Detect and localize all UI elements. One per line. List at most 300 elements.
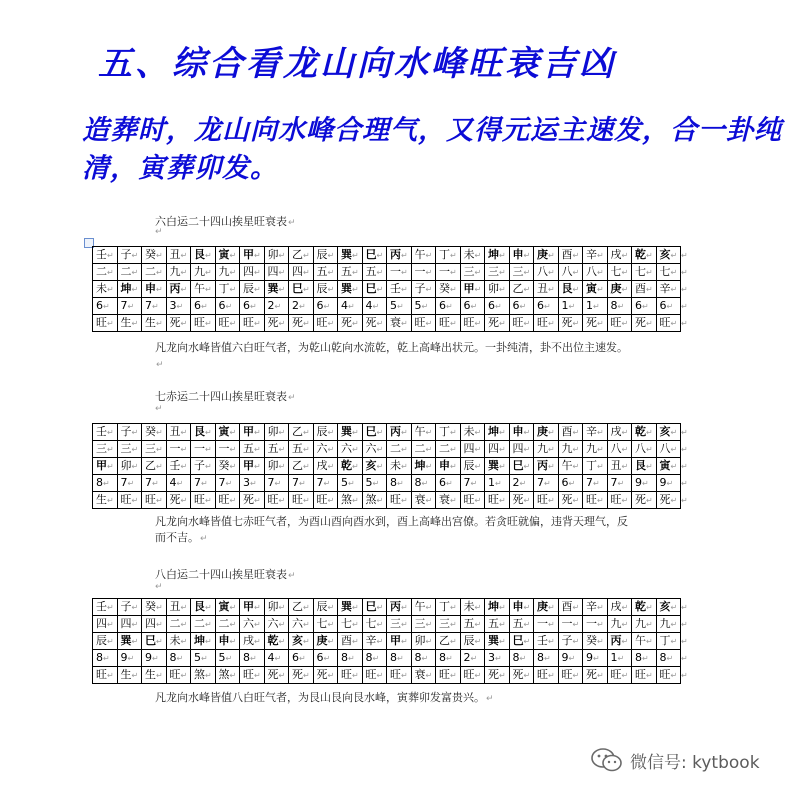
table-row: [93, 424, 690, 441]
table-cell: 申↵: [509, 599, 534, 616]
table-cell: 五↵: [460, 616, 485, 633]
table-cell: 子↵: [558, 633, 583, 650]
table-cell: 辛↵: [362, 633, 387, 650]
table-cell: 巽↵: [338, 281, 363, 298]
table-cell: 癸↵: [142, 247, 167, 264]
table-cell: 寅↵: [583, 281, 608, 298]
table-cell: 甲↵: [240, 247, 265, 264]
table-cell: 5↵: [362, 475, 387, 492]
table-cell: 一↵: [436, 264, 461, 281]
table-cell: 衰↵: [387, 315, 412, 332]
row-end-mark: ↵: [681, 462, 688, 471]
table-caption-1: 六白运二十四山挨星旺衰表↵: [155, 215, 296, 228]
table-cell: 8↵: [166, 650, 191, 667]
table-cell: 四↵: [93, 616, 118, 633]
row-end-mark: ↵: [681, 445, 688, 454]
table-cell: 4↵: [362, 298, 387, 315]
table-cell: 五↵: [313, 264, 338, 281]
table-cell: 6↵: [436, 475, 461, 492]
table-cell: 旺↵: [607, 667, 632, 684]
table-cell: 5↵: [191, 650, 216, 667]
table-cell: 乙↵: [509, 281, 534, 298]
table-cell: 死↵: [583, 667, 608, 684]
table-cell: 庚↵: [607, 281, 632, 298]
table-cell: 旺↵: [656, 315, 681, 332]
row-end-mark: ↵: [681, 654, 688, 663]
table-cell: 6↵: [632, 298, 657, 315]
row-end-mark: ↵: [681, 428, 688, 437]
table-cell: 6↵: [289, 650, 314, 667]
table-cell: 旺↵: [215, 492, 240, 509]
table-cell: 丙↵: [387, 599, 412, 616]
table-cell: 旺↵: [460, 492, 485, 509]
table-cell: 一↵: [411, 264, 436, 281]
table-cell: 9↵: [583, 650, 608, 667]
table-cell: 三↵: [485, 264, 510, 281]
table-cell: 死↵: [485, 315, 510, 332]
table-cell: 死↵: [338, 315, 363, 332]
table-cell: 戌↵: [607, 599, 632, 616]
table-cell: 7↵: [460, 475, 485, 492]
table-cell: 卯↵: [264, 424, 289, 441]
table-cell: 丙↵: [387, 247, 412, 264]
table-cell: 戌↵: [313, 458, 338, 475]
table-cell: 甲↵: [240, 599, 265, 616]
table-row: [93, 441, 690, 458]
table-cell: 8↵: [362, 650, 387, 667]
table-cell: 乾↵: [632, 424, 657, 441]
table-cell: 艮↵: [191, 424, 216, 441]
table-row: [93, 458, 690, 475]
table-row: [93, 650, 690, 667]
table-cell: 九↵: [607, 616, 632, 633]
table-cell: 衰↵: [411, 667, 436, 684]
table-cell: 五↵: [289, 441, 314, 458]
table-cell: 二↵: [93, 264, 118, 281]
table-cell: 丑↵: [607, 458, 632, 475]
table-cell: 旺↵: [93, 315, 118, 332]
table-cell: 旺↵: [509, 315, 534, 332]
table-cell: 旺↵: [485, 492, 510, 509]
table-cell: 7↵: [289, 475, 314, 492]
table-cell: 七↵: [313, 616, 338, 633]
table-cell: 三↵: [460, 264, 485, 281]
table-cell: 1↵: [607, 650, 632, 667]
table-cell: 五↵: [264, 441, 289, 458]
table-cell: 巳↵: [142, 633, 167, 650]
table-cell: 辰↵: [313, 424, 338, 441]
table-cell: 一↵: [166, 441, 191, 458]
table-cell: 坤↵: [485, 599, 510, 616]
table-cell: 四↵: [240, 264, 265, 281]
table-cell: 八↵: [534, 264, 559, 281]
table-cell: 巳↵: [362, 599, 387, 616]
table-cell: 艮↵: [191, 247, 216, 264]
table-cell: 巳↵: [289, 281, 314, 298]
table-cell: 辰↵: [313, 281, 338, 298]
table-cell: 3↵: [240, 475, 265, 492]
table-cell: 九↵: [534, 441, 559, 458]
table-cell: 五↵: [240, 441, 265, 458]
table-cell: 7↵: [534, 475, 559, 492]
table-cell: 六↵: [313, 441, 338, 458]
table-cell: 甲↵: [460, 281, 485, 298]
table-cell: 旺↵: [215, 315, 240, 332]
table-cell: 三↵: [117, 441, 142, 458]
table-cell: 旺↵: [264, 492, 289, 509]
table-cell: 丑↵: [166, 247, 191, 264]
table-cell: 艮↵: [632, 458, 657, 475]
table-cell: 巳↵: [362, 424, 387, 441]
table-cell: 煞↵: [215, 667, 240, 684]
table-cell: 申↵: [509, 247, 534, 264]
row-end-mark: ↵: [681, 302, 688, 311]
table-cell: 未↵: [166, 633, 191, 650]
table-cell: 丑↵: [166, 424, 191, 441]
table-cell: 死↵: [313, 667, 338, 684]
table-cell: 六↵: [264, 616, 289, 633]
table-cell: 戌↵: [607, 247, 632, 264]
table-cell: 旺↵: [166, 667, 191, 684]
table-cell: 丙↵: [534, 458, 559, 475]
star-table-7: [92, 423, 690, 509]
table-cell: 卯↵: [264, 247, 289, 264]
table-cell: 庚↵: [313, 633, 338, 650]
table-cell: 卯↵: [264, 458, 289, 475]
table-cell: 衰↵: [411, 492, 436, 509]
table-cell: 死↵: [166, 492, 191, 509]
table-cell: 乙↵: [289, 424, 314, 441]
table-cell: 7↵: [142, 475, 167, 492]
table-cell: 八↵: [632, 441, 657, 458]
table-cell: 死↵: [509, 667, 534, 684]
table-cell: 6↵: [460, 298, 485, 315]
table-cell: 庚↵: [534, 247, 559, 264]
table-cell: 申↵: [142, 281, 167, 298]
table-cell: 三↵: [411, 616, 436, 633]
table-cell: 六↵: [240, 616, 265, 633]
table-row: [93, 247, 690, 264]
table-cell: 酉↵: [558, 247, 583, 264]
table-cell: 6↵: [240, 298, 265, 315]
table-cell: 午↵: [411, 247, 436, 264]
table-cell: 四↵: [264, 264, 289, 281]
table-row: [93, 616, 690, 633]
table-cell: 生↵: [93, 492, 118, 509]
table-cell: 庚↵: [534, 424, 559, 441]
table-cell: 煞↵: [338, 492, 363, 509]
table-cell: 九↵: [191, 264, 216, 281]
table-cell: 壬↵: [166, 458, 191, 475]
table-cell: 甲↵: [240, 424, 265, 441]
table-cell: 死↵: [558, 492, 583, 509]
table-cell: 8↵: [387, 475, 412, 492]
table-cell: 辛↵: [583, 599, 608, 616]
table-cell: 9↵: [142, 650, 167, 667]
star-table-6: [92, 246, 690, 332]
table-cell: 生↵: [117, 315, 142, 332]
table-cell: 二↵: [142, 264, 167, 281]
table-cell: 申↵: [509, 424, 534, 441]
table-cell: 丙↵: [387, 424, 412, 441]
table-cell: 甲↵: [240, 458, 265, 475]
table-cell: 丑↵: [534, 281, 559, 298]
table-cell: 8↵: [436, 650, 461, 667]
table-cell: 子↵: [117, 599, 142, 616]
table-cell: 四↵: [485, 441, 510, 458]
table-cell: 九↵: [215, 264, 240, 281]
table-cell: 二↵: [387, 441, 412, 458]
table-cell: 癸↵: [142, 424, 167, 441]
table-cell: 死↵: [632, 315, 657, 332]
table-cell: 六↵: [362, 441, 387, 458]
table-cell: 一↵: [558, 616, 583, 633]
table-row: [93, 264, 690, 281]
table-cell: 子↵: [117, 424, 142, 441]
table-cell: 二↵: [117, 264, 142, 281]
table-cell: 7↵: [264, 475, 289, 492]
table-cell: 死↵: [289, 667, 314, 684]
table-row: [93, 599, 690, 616]
table-cell: 卯↵: [264, 599, 289, 616]
row-end-mark: ↵: [681, 620, 688, 629]
table-cell: 8↵: [656, 650, 681, 667]
table-cell: 七↵: [656, 264, 681, 281]
table-cell: 旺↵: [191, 492, 216, 509]
intro-paragraph: 造葬时，龙山向水峰合理气，又得元运主速发，合一卦纯清，寅葬卯发。: [82, 115, 782, 184]
table-cell: 丙↵: [166, 281, 191, 298]
table-cell: 二↵: [411, 441, 436, 458]
table-cell: 乙↵: [289, 599, 314, 616]
table-cell: 2↵: [509, 475, 534, 492]
table-cell: 辛↵: [656, 281, 681, 298]
table-cell: 辰↵: [313, 599, 338, 616]
row-end-mark: ↵: [681, 251, 688, 260]
table-cell: 旺↵: [534, 667, 559, 684]
star-table-8: [92, 598, 690, 684]
table-cell: 乙↵: [289, 247, 314, 264]
table-cell: 三↵: [142, 441, 167, 458]
table-cell: 生↵: [142, 667, 167, 684]
table-cell: 甲↵: [93, 458, 118, 475]
table-cell: 旺↵: [362, 667, 387, 684]
table-cell: 午↵: [411, 424, 436, 441]
table-cell: 6↵: [558, 475, 583, 492]
table-cell: 9↵: [558, 650, 583, 667]
table-cell: 6↵: [656, 298, 681, 315]
table-cell: 丑↵: [166, 599, 191, 616]
table-cell: 死↵: [166, 315, 191, 332]
table-cell: 4↵: [166, 475, 191, 492]
table-cell: 巽↵: [485, 458, 510, 475]
table-cell: 壬↵: [534, 633, 559, 650]
table-cell: 四↵: [460, 441, 485, 458]
row-end-mark: ↵: [681, 603, 688, 612]
table-cell: 巽↵: [485, 633, 510, 650]
table-cell: 旺↵: [240, 667, 265, 684]
table-cell: 癸↵: [215, 458, 240, 475]
table-cell: 旺↵: [411, 315, 436, 332]
table-cell: 6↵: [191, 298, 216, 315]
table-cell: 7↵: [117, 475, 142, 492]
table-cell: 壬↵: [93, 424, 118, 441]
table-cell: 三↵: [509, 264, 534, 281]
table-cell: 5↵: [338, 475, 363, 492]
table-cell: 巳↵: [362, 281, 387, 298]
table-cell: 坤↵: [411, 458, 436, 475]
table-cell: 三↵: [436, 616, 461, 633]
table-cell: 九↵: [583, 441, 608, 458]
table-cell: 亥↵: [289, 633, 314, 650]
table-cell: 亥↵: [656, 247, 681, 264]
table-cell: 子↵: [117, 247, 142, 264]
table-cell: 旺↵: [460, 315, 485, 332]
table-cell: 未↵: [460, 424, 485, 441]
table-note-1: 凡龙向水峰皆值六白旺气者，为乾山乾向水流乾，乾上高峰出状元。一卦纯清，卦不出位主速发。↵: [155, 341, 628, 370]
table-cell: 死↵: [264, 315, 289, 332]
table-cell: 煞↵: [191, 667, 216, 684]
table-cell: 旺↵: [558, 667, 583, 684]
table-cell: 旺↵: [436, 315, 461, 332]
table-cell: 申↵: [436, 458, 461, 475]
table-cell: 癸↵: [142, 599, 167, 616]
table-cell: 8↵: [411, 650, 436, 667]
table-note-3: 凡龙向水峰皆值八白旺气者，为艮山艮向艮水峰，寅葬卯发富贵兴。↵: [155, 691, 494, 704]
table-row: [93, 315, 690, 332]
table-cell: 死↵: [583, 315, 608, 332]
table-cell: 癸↵: [583, 633, 608, 650]
table-cell: 癸↵: [436, 281, 461, 298]
table-cell: 8↵: [534, 650, 559, 667]
table-cell: 巳↵: [509, 458, 534, 475]
table-row: [93, 492, 690, 509]
table-cell: 6↵: [509, 298, 534, 315]
table-cell: 7↵: [607, 475, 632, 492]
table-cell: 八↵: [656, 441, 681, 458]
table-cell: 乾↵: [338, 458, 363, 475]
table-cell: 5↵: [215, 650, 240, 667]
table-cell: 旺↵: [656, 667, 681, 684]
table-cell: 卯↵: [411, 633, 436, 650]
table-cell: 七↵: [338, 616, 363, 633]
table-cell: 艮↵: [191, 599, 216, 616]
table-cell: 五↵: [509, 616, 534, 633]
table-cell: 寅↵: [656, 458, 681, 475]
table-cell: 辰↵: [460, 633, 485, 650]
table-cell: 8↵: [509, 650, 534, 667]
table-cell: 卯↵: [117, 458, 142, 475]
table-cell: 坤↵: [117, 281, 142, 298]
table-cell: 旺↵: [607, 315, 632, 332]
table-cell: 乙↵: [289, 458, 314, 475]
table-cell: 乾↵: [264, 633, 289, 650]
table-cell: 死↵: [362, 315, 387, 332]
table-cell: 丁↵: [436, 599, 461, 616]
table-cell: 旺↵: [583, 492, 608, 509]
table-cell: 死↵: [509, 492, 534, 509]
table-cell: 一↵: [191, 441, 216, 458]
table-row: [93, 633, 690, 650]
table-cell: 死↵: [240, 492, 265, 509]
table-cell: 丙↵: [607, 633, 632, 650]
table-cell: 生↵: [142, 315, 167, 332]
table-cell: 一↵: [583, 616, 608, 633]
table-cell: 戌↵: [240, 633, 265, 650]
table-cell: 甲↵: [387, 633, 412, 650]
table-cell: 酉↵: [558, 599, 583, 616]
table-cell: 死↵: [264, 667, 289, 684]
table-cell: 二↵: [191, 616, 216, 633]
table-cell: 8↵: [411, 475, 436, 492]
table-cell: 五↵: [362, 264, 387, 281]
table-cell: 乾↵: [632, 599, 657, 616]
table-cell: 3↵: [166, 298, 191, 315]
table-cell: 7↵: [583, 475, 608, 492]
table-cell: 寅↵: [215, 599, 240, 616]
table-cell: 坤↵: [191, 633, 216, 650]
table-cell: 二↵: [166, 616, 191, 633]
table-cell: 旺↵: [534, 492, 559, 509]
table-cell: 旺↵: [632, 667, 657, 684]
table-cell: 六↵: [289, 616, 314, 633]
table-cell: 8↵: [338, 650, 363, 667]
table-cell: 衰↵: [436, 492, 461, 509]
row-end-mark: ↵: [681, 479, 688, 488]
table-cell: 旺↵: [240, 315, 265, 332]
table-cell: 午↵: [558, 458, 583, 475]
table-cell: 巳↵: [362, 247, 387, 264]
table-cell: 未↵: [387, 458, 412, 475]
table-cell: 旺↵: [93, 667, 118, 684]
table-cell: 7↵: [117, 298, 142, 315]
table-cell: 未↵: [93, 281, 118, 298]
table-cell: 8↵: [93, 650, 118, 667]
table-cell: 寅↵: [215, 247, 240, 264]
table-note-2: 凡龙向水峰皆值七赤旺气者，为酉山酉向酉水到，酉上高峰出宫僚。若贪旺就偏，违背天理气，反而不吉。↵: [155, 515, 628, 544]
table-cell: 九↵: [632, 616, 657, 633]
table-cell: 旺↵: [191, 315, 216, 332]
table-cell: 八↵: [558, 264, 583, 281]
table-cell: 壬↵: [93, 599, 118, 616]
table-cell: 三↵: [93, 441, 118, 458]
table-cell: 旺↵: [338, 667, 363, 684]
row-end-mark: ↵: [681, 285, 688, 294]
blank-paragraph-mark: ↵: [155, 227, 163, 237]
table-caption-3: 八白运二十四山挨星旺衰表↵: [155, 568, 296, 581]
table-cell: 七↵: [632, 264, 657, 281]
table-cell: 煞↵: [362, 492, 387, 509]
table-cell: 亥↵: [656, 599, 681, 616]
table-cell: 艮↵: [558, 281, 583, 298]
table-cell: 旺↵: [387, 492, 412, 509]
table-cell: 八↵: [583, 264, 608, 281]
table-cell: 旺↵: [460, 667, 485, 684]
table-cell: 乙↵: [142, 458, 167, 475]
table-cell: 壬↵: [93, 247, 118, 264]
table-cell: 死↵: [289, 315, 314, 332]
table-cell: 3↵: [485, 650, 510, 667]
table-cell: 丁↵: [436, 247, 461, 264]
table-cell: 戌↵: [607, 424, 632, 441]
table-cell: 辰↵: [93, 633, 118, 650]
table-cell: 四↵: [142, 616, 167, 633]
table-cell: 一↵: [215, 441, 240, 458]
table-cell: 旺↵: [289, 492, 314, 509]
table-cell: 死↵: [632, 492, 657, 509]
table-cell: 丁↵: [656, 633, 681, 650]
table-cell: 7↵: [313, 475, 338, 492]
row-end-mark: ↵: [681, 268, 688, 277]
